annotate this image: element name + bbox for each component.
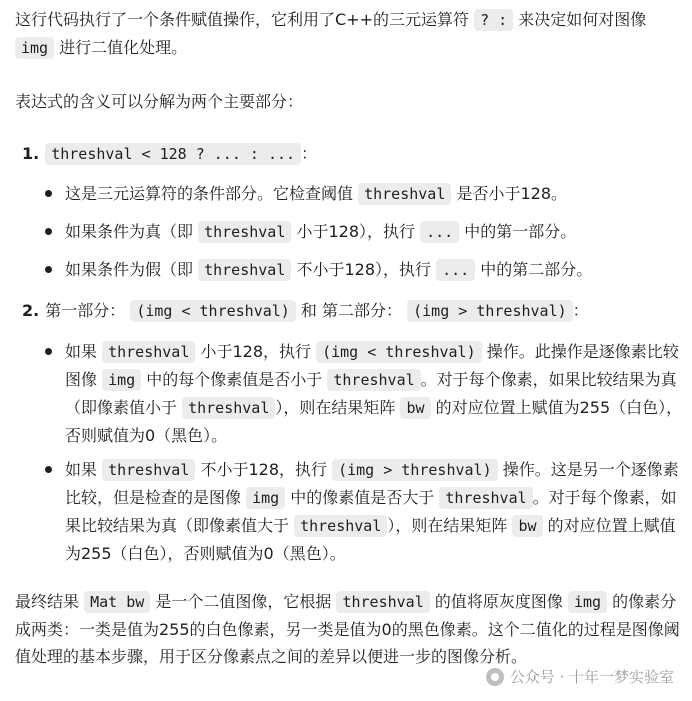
list-item (43, 218, 683, 246)
inline-code: bw (400, 397, 430, 419)
conclusion-paragraph (15, 588, 683, 670)
conclusion-text: 最终结果 (15, 592, 85, 611)
item-text: ），则在结果矩阵 (275, 398, 401, 417)
wechat-icon (486, 668, 504, 686)
inline-code: threshval (198, 259, 291, 281)
list-item (43, 456, 683, 567)
item-text: 如果 (65, 342, 103, 361)
item-text: 如果 (65, 460, 103, 479)
item-text: 如果条件为真（即 (65, 222, 199, 241)
item-text: ），则在结果矩阵 (387, 516, 513, 535)
bullet-dot (45, 266, 52, 273)
item-text: 的对应位置上赋值为255（白色），否则赋值为0（黑色）。 (65, 516, 676, 563)
inline-code: img (102, 369, 141, 391)
item-number: 1. (22, 144, 40, 163)
item-number: 2. (22, 301, 40, 320)
item-text: 不小于128），执行 (291, 260, 437, 279)
inline-code: Mat bw (84, 591, 150, 613)
inline-code: threshval (294, 515, 387, 537)
list-item (43, 256, 683, 284)
inline-code: threshval (336, 591, 429, 613)
item-text: 小于128，执行 (195, 342, 317, 361)
item-text: 。对于每个像素，如果比较结果为真（即像素值大于 (65, 488, 677, 535)
summary-paragraph: 表达式的含义可以分解为两个主要部分： (15, 92, 304, 111)
item-text: 和 第二部分： (295, 301, 408, 320)
inline-code: img (568, 591, 607, 613)
inline-code: threshval (439, 487, 532, 509)
watermark-text: 公众号 · 十年一梦实验室 (509, 668, 674, 686)
inline-code: (img > threshval) (407, 300, 573, 322)
list-item (43, 180, 683, 208)
bullet-dot (45, 466, 52, 473)
inline-code: (img > threshval) (332, 459, 498, 481)
inline-code: threshval (327, 369, 420, 391)
item-text: ： (572, 301, 589, 320)
conclusion-text: 的像素分成两类：一类是值为255的白色像素，另一类是值为0的黑色像素。这个二值化的过程是图像阈值处理的基本步骤，用于区分像素点之间的差异以便进一步的图像分析。 (15, 592, 680, 666)
intro-text: 这行代码执行了一个条件赋值操作，它利用了C++的三元运算符 (15, 10, 475, 29)
item-text: 如果条件为假（即 (65, 260, 199, 279)
conclusion-text: 是一个二值图像，它根据 (150, 592, 337, 611)
item-text: 第一部分： (45, 301, 131, 320)
item-text: 不小于128，执行 (195, 460, 333, 479)
item-text: 中的像素值是否大于 (285, 488, 440, 507)
inline-code: img (15, 37, 54, 59)
inline-code: threshval (102, 459, 195, 481)
inline-code: bw (512, 515, 542, 537)
list-item (43, 338, 683, 449)
inline-code: (img < threshval) (316, 341, 482, 363)
item-text: 中的第一部分。 (459, 222, 577, 241)
inline-code: ? : (474, 9, 513, 31)
item-text: 。对于每个像素，如果比较结果为真（即像素值小于 (65, 370, 677, 417)
item-text: 中的第二部分。 (475, 260, 593, 279)
inline-code: threshval (182, 397, 275, 419)
inline-code: ... (436, 259, 475, 281)
item-text: 操作。此操作是逐像素比较图像 (65, 342, 679, 389)
item-text: ： (301, 144, 318, 163)
item-text: 操作。这是另一个逐像素比较，但是检查的是图像 (65, 460, 679, 507)
bullet-dot (45, 190, 52, 197)
item-text: 这是三元运算符的条件部分。它检查阈值 (65, 184, 359, 203)
inline-code: (img < threshval) (130, 300, 296, 322)
inline-code: img (246, 487, 285, 509)
numbered-item-2 (22, 297, 682, 325)
inline-code: threshval < 128 ? ... : ... (45, 143, 301, 165)
item-text: 的对应位置上赋值为255（白色），否则赋值为0（黑色）。 (65, 398, 683, 445)
inline-code: ... (420, 221, 459, 243)
inline-code: threshval (102, 341, 195, 363)
watermark (486, 666, 674, 687)
intro-text: 进行二值化处理。 (54, 38, 188, 57)
inline-code: threshval (198, 221, 291, 243)
intro-paragraph (15, 6, 683, 62)
bullet-dot (45, 228, 52, 235)
bullet-dot (45, 348, 52, 355)
conclusion-text: 的值将原灰度图像 (429, 592, 568, 611)
intro-text: 来决定如何对图像 (513, 10, 647, 29)
item-text: 中的每个像素值是否小于 (141, 370, 328, 389)
numbered-item-1 (22, 140, 682, 168)
inline-code: threshval (358, 183, 451, 205)
item-text: 是否小于128。 (451, 184, 568, 203)
item-text: 小于128），执行 (291, 222, 421, 241)
